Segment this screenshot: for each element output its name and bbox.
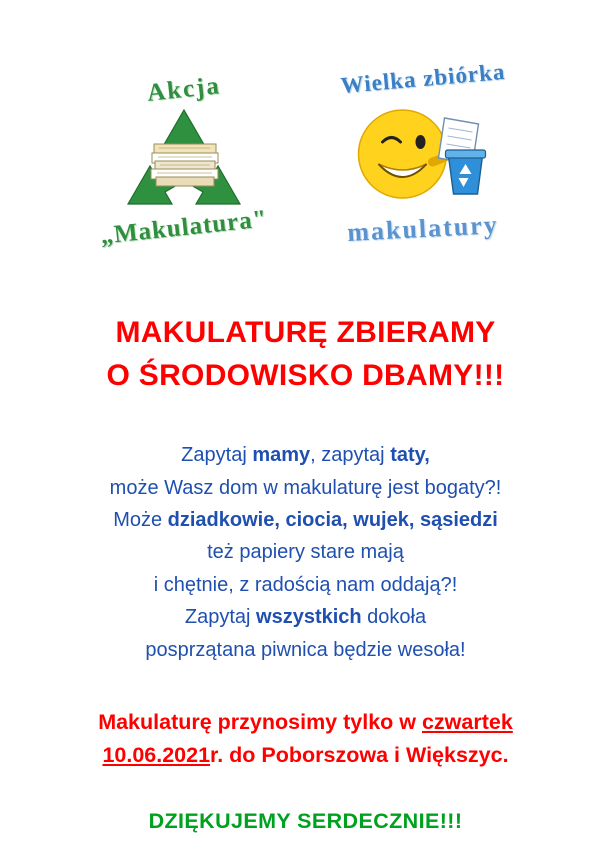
poem-emphasis: taty,	[390, 444, 430, 467]
logo-left-bottom-text: „Makulatura"	[98, 205, 269, 250]
poem-line	[0, 634, 611, 666]
poem-text: też papiery stare mają	[207, 541, 404, 564]
poem-text: Zapytaj	[184, 606, 257, 629]
logo-wielka-zbiorka	[318, 58, 528, 252]
poem-text: posprzątana piwnica będzie wesoła!	[145, 638, 466, 661]
poem-text: może Wasz dom w makulaturę jest bogaty?!	[109, 476, 502, 499]
collection-info-line-1	[0, 706, 611, 739]
headline	[0, 312, 611, 397]
collection-day: czwartek	[421, 709, 513, 734]
recycle-arrows-icon	[114, 104, 254, 224]
poem-text: Zapytaj	[181, 444, 253, 467]
poem-text: i chętnie, z radością nam oddają?!	[153, 573, 458, 596]
newspaper-stack-icon	[151, 144, 218, 186]
poem-line	[0, 439, 611, 471]
poem-line	[0, 504, 611, 536]
poem-line	[0, 569, 611, 601]
logo-akcja-makulatura	[84, 62, 284, 252]
collection-info	[0, 706, 611, 773]
logo-left-top-text: Akcja	[145, 72, 222, 107]
poem-text: Może	[113, 508, 168, 531]
poem-emphasis: wszystkich	[256, 606, 362, 629]
poem-line	[0, 472, 611, 504]
logo-right-top-text: Wielka zbiórka	[339, 58, 506, 99]
logo-row	[0, 0, 611, 252]
collection-places: r. do Poborszowa i Większyc.	[210, 743, 509, 768]
poem-block	[0, 439, 611, 666]
poem-line	[0, 601, 611, 633]
poem-emphasis: mamy	[252, 444, 311, 467]
poem-text: , zapytaj	[310, 444, 391, 467]
poem-line	[0, 536, 611, 568]
poem-emphasis: dziadkowie, ciocia, wujek, sąsiedzi	[167, 508, 498, 531]
logo-right-bottom-text: makulatury	[346, 210, 499, 247]
headline-line-1: MAKULATURĘ ZBIERAMY	[115, 316, 496, 349]
poem-text: dokoła	[361, 606, 427, 629]
winking-smiley-icon	[340, 96, 505, 216]
headline-line-2: O ŚRODOWISKO DBAMY!!!	[106, 358, 505, 392]
collection-date: 10.06.2021	[102, 743, 211, 768]
recycling-bin-icon	[445, 150, 485, 194]
thanks-message: DZIĘKUJEMY SERDECZNIE!!!	[148, 808, 463, 833]
collection-info-line-2	[0, 739, 611, 772]
collection-info-line-1-text: Makulaturę przynosimy tylko w	[98, 709, 422, 734]
